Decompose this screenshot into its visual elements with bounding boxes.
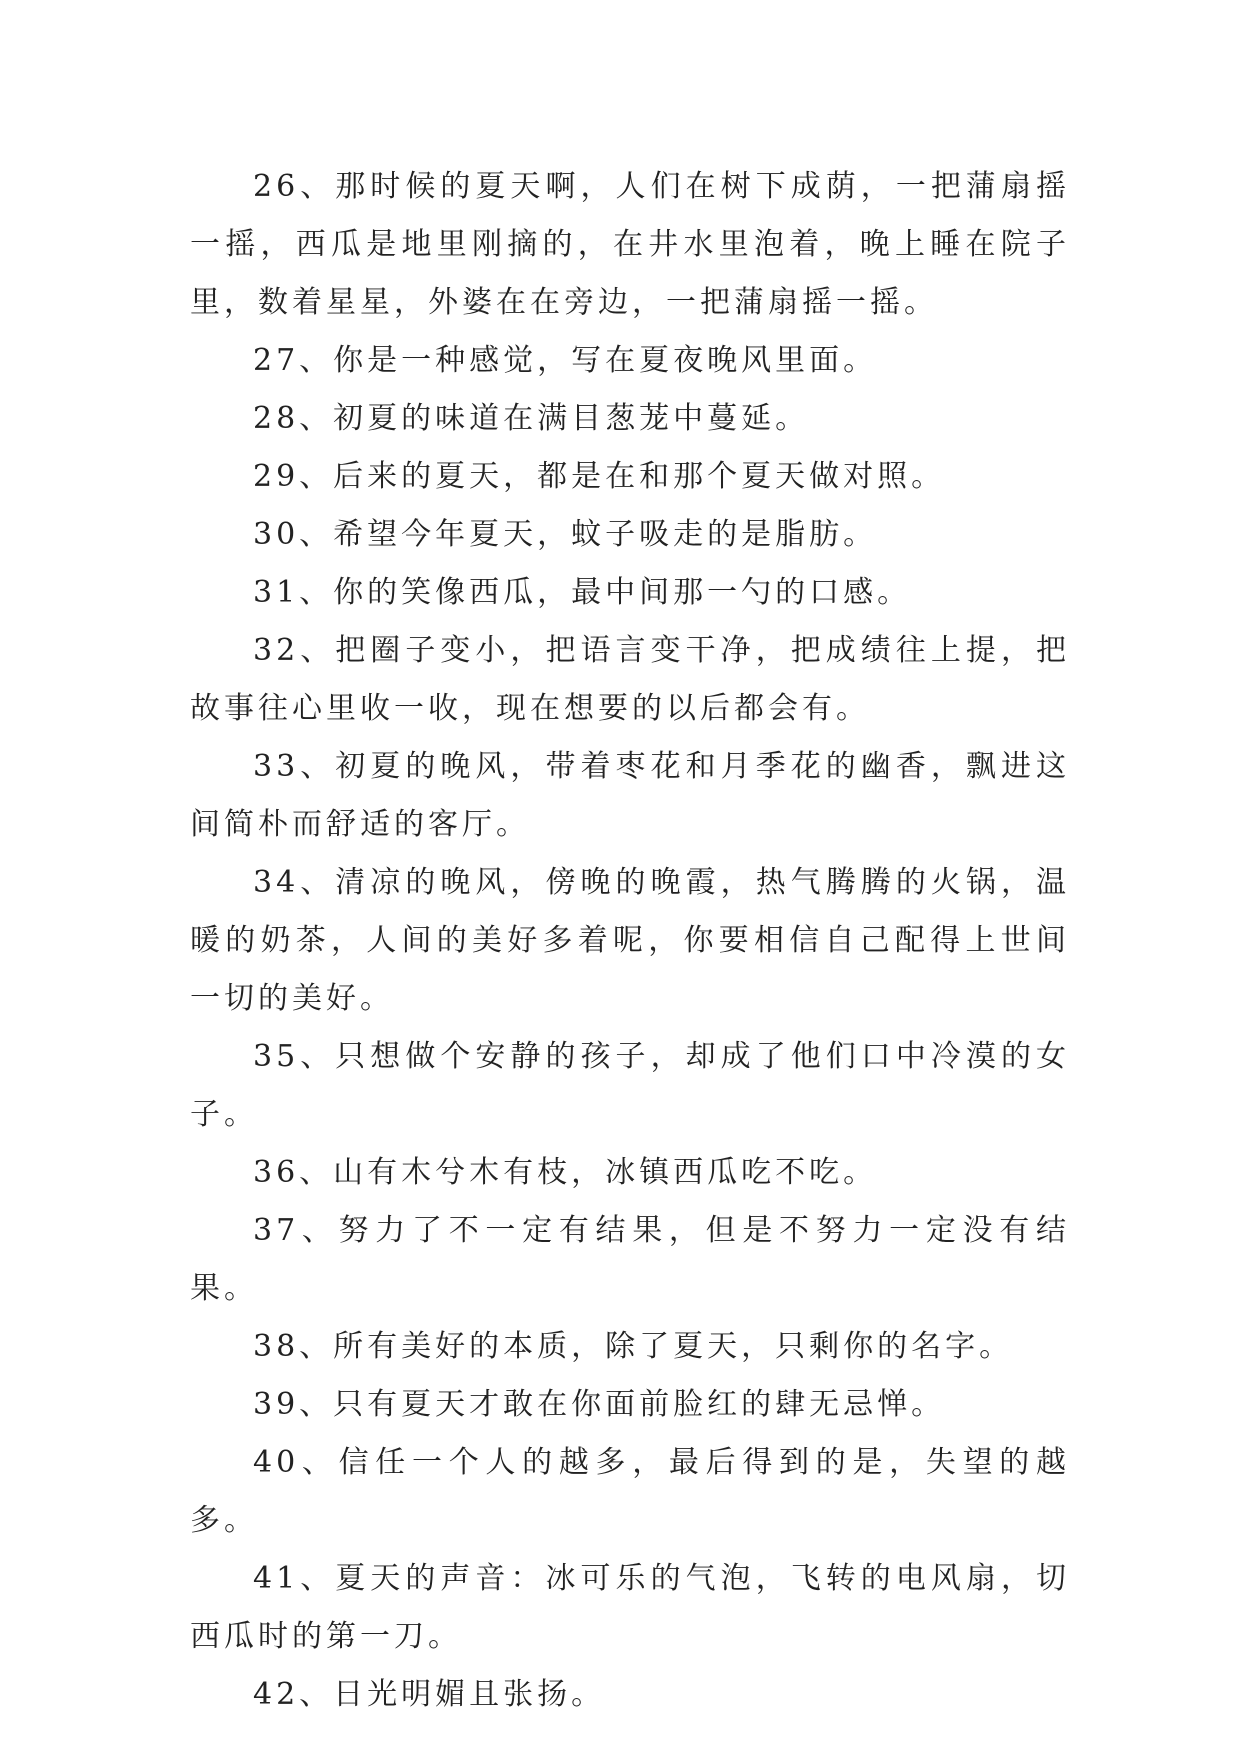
- paragraph-28: 28、初夏的味道在满目葱茏中蔓延。: [253, 401, 810, 436]
- paragraph-27: 27、你是一种感觉，写在夏夜晚风里面。: [253, 343, 878, 378]
- paragraph-30: 30、希望今年夏天，蚊子吸走的是脂肪。: [253, 517, 878, 552]
- paragraph-41: 41、夏天的声音：冰可乐的气泡，飞转的电风扇，切西瓜时的第一刀。: [190, 1561, 1070, 1654]
- document-body: [190, 158, 1070, 1724]
- paragraph-26: 26、那时候的夏天啊，人们在树下成荫，一把蒲扇摇一摇，西瓜是地里刚摘的，在井水里泡着，晚上睡在院子里，数着星星，外婆在在旁边，一把蒲扇摇一摇。: [190, 169, 1070, 320]
- paragraph-29: 29、后来的夏天，都是在和那个夏天做对照。: [253, 459, 946, 494]
- paragraph-31: 31、你的笑像西瓜，最中间那一勺的口感。: [253, 575, 912, 610]
- paragraph-40: 40、信任一个人的越多，最后得到的是，失望的越多。: [190, 1445, 1070, 1538]
- paragraph-37: 37、努力了不一定有结果，但是不努力一定没有结果。: [190, 1213, 1070, 1306]
- paragraph-39: 39、只有夏天才敢在你面前脸红的肆无忌惮。: [253, 1387, 946, 1422]
- paragraph-35: 35、只想做个安静的孩子，却成了他们口中冷漠的女子。: [190, 1039, 1070, 1132]
- paragraph-34: 34、清凉的晚风，傍晚的晚霞，热气腾腾的火锅，温暖的奶茶，人间的美好多着呢，你要相信自己配得上世间一切的美好。: [190, 865, 1070, 1016]
- paragraph-33: 33、初夏的晚风，带着枣花和月季花的幽香，飘进这间简朴而舒适的客厅。: [190, 749, 1070, 842]
- paragraph-32: 32、把圈子变小，把语言变干净，把成绩往上提，把故事往心里收一收，现在想要的以后都会有。: [190, 633, 1070, 726]
- paragraph-42: 42、日光明媚且张扬。: [253, 1677, 606, 1712]
- paragraph-38: 38、所有美好的本质，除了夏天，只剩你的名字。: [253, 1329, 1014, 1364]
- paragraph-36: 36、山有木兮木有枝，冰镇西瓜吃不吃。: [253, 1155, 878, 1190]
